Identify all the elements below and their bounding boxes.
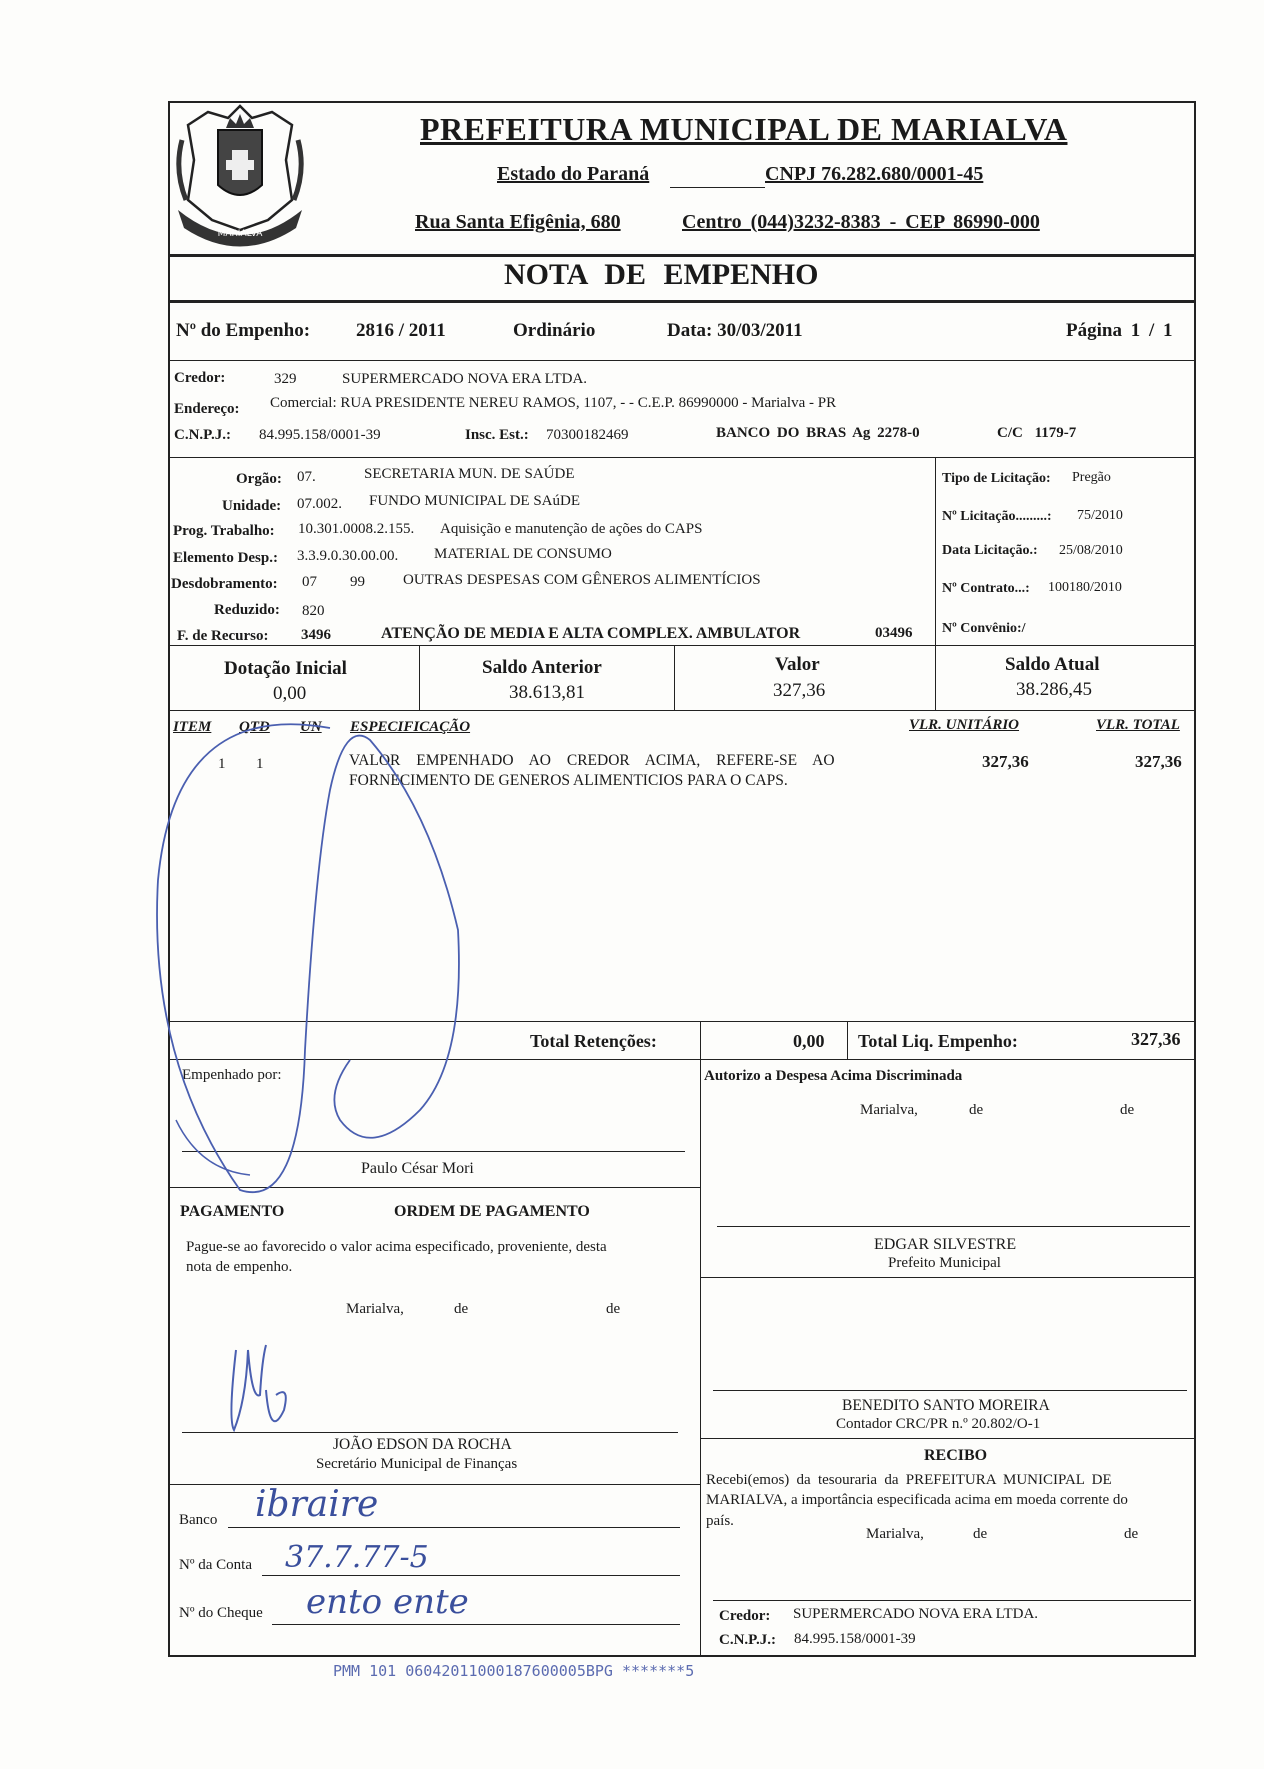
banco-handwritten: ibraire [255, 1484, 379, 1525]
cheque-label: Nº do Cheque [179, 1605, 263, 1621]
pagamento-text-line-1: Pague-se ao favorecido o valor acima especificado, proveniente, desta [186, 1239, 607, 1255]
svg-text:MARIALVA: MARIALVA [217, 229, 263, 239]
empenhado-name: Paulo César Mori [361, 1160, 474, 1177]
insc-label: Insc. Est.: [465, 427, 529, 443]
pagamento-city: Marialva, [346, 1301, 404, 1317]
municipality-title: PREFEITURA MUNICIPAL DE MARIALVA [420, 111, 1068, 147]
pagamento-label: PAGAMENTO [180, 1203, 285, 1220]
liquido-value: 327,36 [1131, 1029, 1181, 1049]
elemento-label: Elemento Desp.: [173, 550, 278, 566]
footer-print-code: PMM 101 06042011000187600005BPG *******5 [333, 1662, 695, 1680]
divider [168, 710, 1196, 711]
unidade-label: Unidade: [222, 498, 282, 514]
unidade-name: FUNDO MUNICIPAL DE SAúDE [369, 493, 580, 509]
recurso-code: 3496 [301, 627, 331, 643]
empenho-label: Nº do Empenho: [176, 320, 311, 341]
orgao-name: SECRETARIA MUN. DE SAÚDE [364, 466, 575, 482]
reduzido-code: 820 [302, 603, 325, 619]
row-total-value: 327,36 [1135, 752, 1182, 771]
signature-line [717, 1226, 1190, 1227]
recibo-de-2: de [1124, 1526, 1139, 1542]
saldo-anterior-value: 38.613,81 [509, 682, 585, 703]
orgao-code: 07. [297, 469, 316, 485]
divider [168, 360, 1196, 361]
saldo-atual-label: Saldo Atual [1005, 654, 1100, 675]
credor-label: Credor: [174, 370, 226, 386]
row-description-line-2: FORNECIMENTO DE GENEROS ALIMENTICIOS PARA O CAPS. [349, 772, 788, 789]
empenhado-label: Empenhado por: [182, 1067, 282, 1083]
divider [168, 1021, 1196, 1022]
saldo-atual-value: 38.286,45 [1016, 679, 1092, 700]
endereco-label: Endereço: [174, 401, 240, 417]
divider [168, 1187, 700, 1188]
valor-label: Valor [775, 654, 820, 675]
column-header-un: UN [300, 719, 322, 735]
pagamento-de-2: de [606, 1301, 621, 1317]
recibo-credor: SUPERMERCADO NOVA ERA LTDA. [793, 1606, 1039, 1622]
desdobramento-code: 07 [302, 574, 317, 590]
divider [168, 300, 1196, 303]
row-qtd: 1 [256, 756, 264, 772]
saldo-anterior-label: Saldo Anterior [482, 657, 602, 678]
column-header-especificacao: ESPECIFICAÇÃO [350, 719, 471, 735]
header-cnpj: CNPJ 76.282.680/0001-45 [765, 163, 984, 185]
empenho-date: Data: 30/03/2011 [667, 320, 803, 341]
credor-code: 329 [274, 371, 297, 387]
pagamento-de-1: de [454, 1301, 469, 1317]
financas-role: Secretário Municipal de Finanças [316, 1456, 518, 1472]
credor-cnpj: 84.995.158/0001-39 [259, 427, 381, 443]
divider [168, 1484, 700, 1485]
banco-label: Banco [179, 1512, 218, 1528]
signature-line [713, 1600, 1191, 1601]
divider [674, 645, 675, 710]
credor-bank: BANCO DO BRAS Ag 2278-0 [716, 425, 920, 441]
financas-name: JOÃO EDSON DA ROCHA [333, 1436, 512, 1453]
dotacao-value: 0,00 [273, 683, 307, 704]
signature-line [182, 1151, 685, 1152]
row-description-line-1: VALOR EMPENHADO AO CREDOR ACIMA, REFERE-SE AO [349, 752, 835, 769]
cheque-handwritten: ento ente [306, 1582, 469, 1622]
contador-name: BENEDITO SANTO MOREIRA [842, 1397, 1050, 1414]
empenho-number: 2816 / 2011 [356, 320, 446, 341]
autorizo-de-2: de [1120, 1102, 1135, 1118]
recibo-cnpj: 84.995.158/0001-39 [794, 1631, 916, 1647]
recurso-name: ATENÇÃO DE MEDIA E ALTA COMPLEX. AMBULATOR [381, 625, 801, 642]
divider [700, 1021, 701, 1657]
header-rule [670, 187, 765, 188]
recibo-text-line-1: Recebi(emos) da tesouraria da PREFEITURA MUNICIPAL DE [706, 1472, 1112, 1488]
elemento-name: MATERIAL DE CONSUMO [434, 546, 612, 562]
recibo-credor-label: Credor: [719, 1608, 771, 1624]
elemento-code: 3.3.9.0.30.00.00. [297, 548, 399, 564]
credor-cnpj-label: C.N.P.J.: [174, 427, 231, 443]
divider [168, 457, 1196, 458]
recurso-label: F. de Recurso: [177, 628, 269, 644]
column-header-qtd: QTD [239, 719, 270, 735]
licitacao-date: 25/08/2010 [1059, 543, 1123, 558]
recibo-text-line-3: país. [706, 1513, 734, 1529]
recibo-de-1: de [973, 1526, 988, 1542]
pagamento-text-line-2: nota de empenho. [186, 1259, 293, 1275]
ordem-pagamento-label: ORDEM DE PAGAMENTO [394, 1203, 590, 1220]
licitacao-type-label: Tipo de Licitação: [942, 471, 1051, 486]
header-address: Rua Santa Efigênia, 680 [415, 211, 621, 233]
prog-name: Aquisição e manutenção de ações do CAPS [440, 521, 703, 537]
contrato-number: 100180/2010 [1048, 580, 1122, 595]
divider [168, 254, 1196, 257]
credor-name: SUPERMERCADO NOVA ERA LTDA. [342, 371, 588, 387]
prog-code: 10.301.0008.2.155. [298, 521, 415, 537]
autorizo-label: Autorizo a Despesa Acima Discriminada [704, 1068, 963, 1084]
row-item: 1 [218, 756, 226, 772]
conta-label: Nº da Conta [179, 1557, 252, 1573]
reduzido-label: Reduzido: [214, 602, 280, 618]
conta-handwritten: 37.7.77-5 [285, 1540, 429, 1575]
unidade-code: 07.002. [297, 496, 342, 512]
divider [700, 1438, 1196, 1439]
prog-label: Prog. Trabalho: [173, 523, 275, 539]
retencoes-value: 0,00 [793, 1031, 825, 1051]
licitacao-type: Pregão [1072, 470, 1111, 485]
prefeito-name: EDGAR SILVESTRE [874, 1236, 1017, 1253]
recurso-code-2: 03496 [875, 625, 913, 641]
convenio-label: Nº Convênio:/ [942, 621, 1026, 636]
liquido-label: Total Liq. Empenho: [858, 1031, 1018, 1051]
licitacao-date-label: Data Licitação.: [942, 543, 1038, 558]
column-header-total-value: VLR. TOTAL [1096, 717, 1180, 733]
signature-line [713, 1390, 1187, 1391]
divider [168, 645, 1196, 646]
header-contact: Centro (044)3232-8383 - CEP 86990-000 [682, 211, 1040, 233]
column-header-item: ITEM [173, 719, 212, 735]
autorizo-city: Marialva, [860, 1102, 918, 1118]
divider [168, 1059, 1196, 1060]
empenho-type: Ordinário [513, 320, 596, 341]
desdobramento-label: Desdobramento: [171, 576, 278, 592]
column-header-unit-value: VLR. UNITÁRIO [909, 717, 1020, 733]
document-title: NOTA DE EMPENHO [504, 258, 819, 291]
signature-line [182, 1432, 678, 1433]
desdobramento-sub: 99 [350, 574, 365, 590]
credor-account: C/C 1179-7 [997, 425, 1077, 441]
municipal-crest [168, 100, 313, 250]
conta-line [262, 1575, 680, 1576]
licitacao-number: 75/2010 [1077, 508, 1123, 523]
divider [419, 645, 420, 710]
recibo-city: Marialva, [866, 1526, 924, 1542]
contrato-label: Nº Contrato...: [942, 581, 1030, 596]
cheque-line [272, 1624, 680, 1625]
prefeito-role: Prefeito Municipal [888, 1255, 1001, 1271]
divider [847, 1021, 848, 1059]
banco-line [228, 1527, 680, 1528]
autorizo-de-1: de [969, 1102, 984, 1118]
row-unit-value: 327,36 [982, 752, 1029, 771]
divider [700, 1277, 1196, 1278]
contador-role: Contador CRC/PR n.º 20.802/O-1 [836, 1416, 1041, 1432]
orgao-label: Orgão: [236, 471, 282, 487]
licitacao-number-label: Nº Licitação.........: [942, 509, 1052, 524]
credor-address: Comercial: RUA PRESIDENTE NEREU RAMOS, 1107, - - C.E.P. 86990000 - Marialva - PR [270, 395, 837, 411]
desdobramento-name: OUTRAS DESPESAS COM GÊNEROS ALIMENTÍCIOS [403, 572, 761, 588]
insc-value: 70300182469 [546, 427, 629, 443]
divider [935, 645, 936, 710]
recibo-cnpj-label: C.N.P.J.: [719, 1632, 776, 1648]
page-number: Página 1 / 1 [1066, 320, 1173, 341]
divider [935, 457, 936, 645]
valor-value: 327,36 [773, 680, 826, 701]
recibo-text-line-2: MARIALVA, a importância especificada acima em moeda corrente do [706, 1492, 1128, 1508]
retencoes-label: Total Retenções: [530, 1031, 657, 1051]
dotacao-label: Dotação Inicial [224, 658, 347, 679]
state-label: Estado do Paraná [497, 163, 650, 185]
recibo-title: RECIBO [924, 1447, 988, 1464]
